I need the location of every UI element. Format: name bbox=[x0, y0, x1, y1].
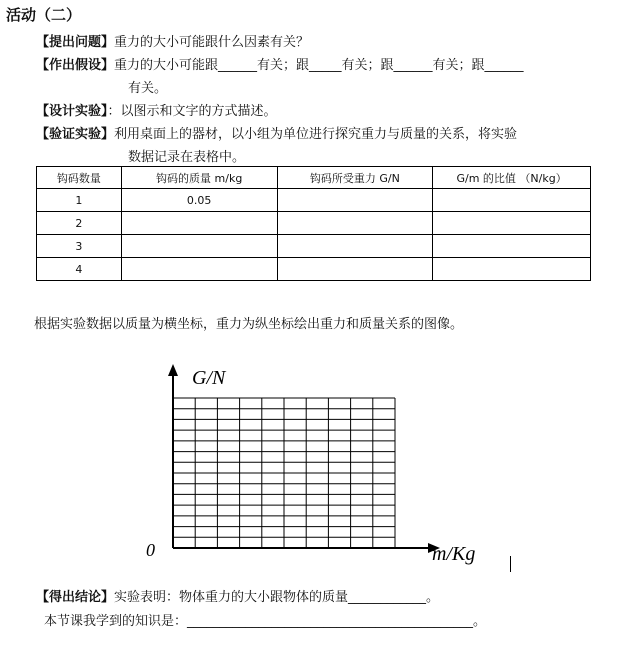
verify-text: 利用桌面上的器材，以小组为单位进行探究重力与质量的关系，将实验 bbox=[114, 127, 518, 142]
table-cell[interactable] bbox=[121, 212, 277, 235]
table-row bbox=[37, 235, 591, 258]
problem-line bbox=[36, 31, 309, 50]
table-row bbox=[37, 258, 591, 281]
table-cell: 3 bbox=[37, 235, 122, 258]
table-cell[interactable] bbox=[277, 189, 433, 212]
table-cell: 2 bbox=[37, 212, 122, 235]
problem-tag: 【提出问题】 bbox=[36, 35, 115, 50]
hypothesis-line bbox=[36, 54, 524, 73]
table-cell[interactable] bbox=[433, 212, 591, 235]
blank-graph-grid[interactable] bbox=[140, 360, 520, 575]
verify-tag: 【验证实验】 bbox=[36, 127, 115, 142]
graph-instruction: 根据实验数据以质量为横坐标，重力为纵坐标绘出重力和质量关系的图像。 bbox=[34, 317, 464, 332]
table-cell[interactable] bbox=[121, 235, 277, 258]
header-hook-gravity: 钩码所受重力 G/N bbox=[277, 167, 433, 189]
verify-text-continued: 数据记录在表格中。 bbox=[128, 150, 246, 165]
verify-line bbox=[36, 123, 517, 142]
table-cell[interactable] bbox=[277, 235, 433, 258]
y-axis-arrow-icon bbox=[168, 364, 178, 376]
grid-lines bbox=[173, 398, 395, 548]
table-row bbox=[37, 189, 591, 212]
data-table bbox=[36, 166, 591, 281]
table-row bbox=[37, 212, 591, 235]
table-cell[interactable] bbox=[433, 189, 591, 212]
conclusion-tag: 【得出结论】 bbox=[36, 590, 115, 605]
table-cell[interactable] bbox=[433, 235, 591, 258]
conclusion-text: 实验表明：物体重力的大小跟物体的质量____________。 bbox=[114, 590, 440, 605]
problem-text: 重力的大小可能跟什么因素有关？ bbox=[114, 35, 310, 50]
header-hook-count: 钩码数量 bbox=[37, 167, 122, 189]
hypothesis-text: 重力的大小可能跟______有关；跟_____有关；跟______有关；跟______ bbox=[114, 58, 524, 73]
table-cell[interactable]: 0.05 bbox=[121, 189, 277, 212]
text-cursor bbox=[510, 556, 511, 572]
table-cell: 4 bbox=[37, 258, 122, 281]
table-cell[interactable] bbox=[277, 258, 433, 281]
design-tag: 【设计实验】 bbox=[36, 104, 108, 119]
table-header-row bbox=[37, 167, 591, 189]
design-line bbox=[36, 100, 277, 119]
design-text: ：以图示和文字的方式描述。 bbox=[107, 104, 277, 119]
table-cell[interactable] bbox=[433, 258, 591, 281]
conclusion-line bbox=[36, 586, 439, 605]
hypothesis-text-continued: 有关。 bbox=[128, 81, 168, 96]
hypothesis-tag: 【作出假设】 bbox=[36, 58, 115, 73]
activity-title: 活动（二） bbox=[6, 6, 82, 24]
table-cell: 1 bbox=[37, 189, 122, 212]
origin-label: 0 bbox=[146, 540, 155, 560]
table-cell[interactable] bbox=[121, 258, 277, 281]
y-axis-label: G/N bbox=[192, 367, 226, 389]
x-axis-label: m/Kg bbox=[432, 543, 476, 565]
header-ratio: G/m 的比值 （N/kg） bbox=[433, 167, 591, 189]
table-cell[interactable] bbox=[277, 212, 433, 235]
header-hook-mass: 钩码的质量 m/kg bbox=[121, 167, 277, 189]
summary-line: 本节课我学到的知识是：____________________________________________。 bbox=[44, 614, 487, 629]
